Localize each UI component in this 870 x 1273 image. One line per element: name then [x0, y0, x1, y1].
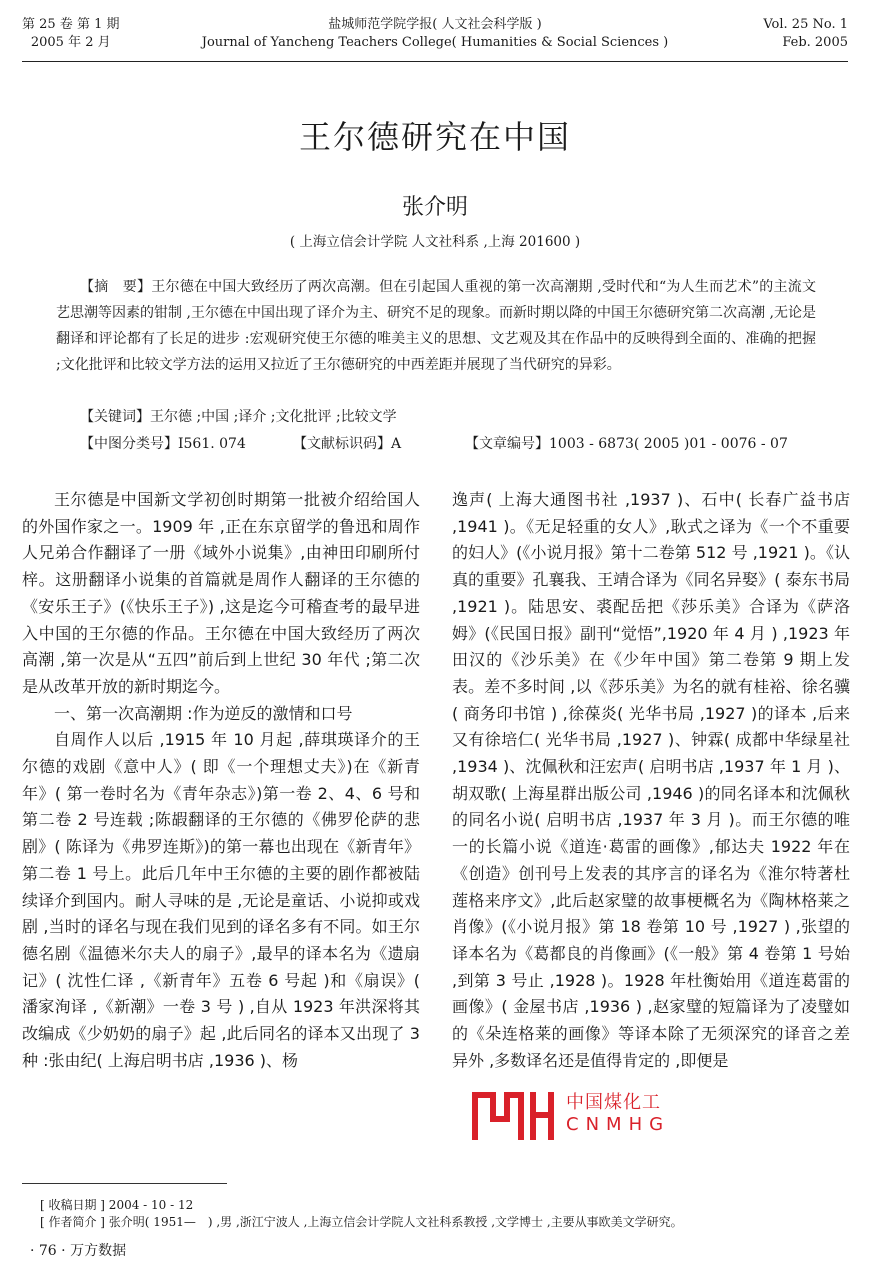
body-paragraph: 自周作人以后 ,1915 年 10 月起 ,薛琪瑛译介的王尔德的戏剧《意中人》( 即《一个理想丈夫》)在《新青年》( 第一卷时名为《青年杂志》)第一卷 2、4、6 号和第二卷 2 号连载 ;陈嘏翻译的王尔德的《佛罗伦萨的悲剧》( 陈译为《弗罗连斯》)的第一幕也出现在《新青年》第二卷 1 号上。此后几年中王尔德的主要的剧作都被陆续译介到国内。耐人寻味的是 ,无论是童话、小说抑或戏剧 ,当时的译名与现在我们见到的译名多有不同。如王尔德名剧《温德米尔夫人的扇子》,最早的译本名为《遗扇记》( 沈性仁译 ,《新青年》五卷 6 号起 )和《扇误》( 潘家洵译 ,《新潮》一卷 3 号 ) ,自从 1923 年洪深将其改编成《少奶奶的扇子》起 ,此后同名的译本又出现了 3 种 :张由纪( 上海启明书店 ,1936 )、杨 [22, 730, 420, 1070]
header-journal-block [200, 16, 670, 52]
header-volume-block [22, 16, 119, 52]
footnote-received: [ 收稿日期 ] 2004 - 10 - 12 [40, 1198, 194, 1212]
header-volume-en: Vol. 25 No. 1 [763, 17, 848, 32]
clc-number: 【中图分类号】I561. 074 [80, 436, 246, 452]
body-paragraph: 王尔德是中国新文学初创时期第一批被介绍给国人的外国作家之一。1909 年 ,正在东京留学的鲁迅和周作人兄弟合作翻译了一册《域外小说集》,由神田印刷所付梓。这册翻译小说集的首篇就是周作人翻译的王尔德的《安乐王子》(《快乐王子》) ,这是迄今可稽查考的最早进入中国的王尔德的作品。王尔德在中国大致经历了两次高潮 ,第一次是从“五四”前后到上世纪 30 年代 ;第二次是从改革开放的新时期迄今。 [22, 490, 420, 696]
header-date: 2005 年 2 月 [30, 35, 111, 50]
page-number: · 76 · [30, 1243, 66, 1259]
body-column-left [22, 487, 420, 1074]
document-code: 【文献标识码】A [293, 436, 402, 452]
body-paragraph-continued: 逸声( 上海大通图书社 ,1937 )、石中( 长春广益书店 ,1941 )。《无足轻重的女人》,耿式之译为《一个不重要的妇人》(《小说月报》第十二卷第 512 号 ,1921 )。《认真的重要》孔襄我、王靖合译为《同名异娶》( 泰东书局 ,1921 )。陆思安、裘配岳把《莎乐美》合译为《萨洛姆》(《民国日报》副刊“觉悟”,1920 年 4 月 ) ,1923 年田汉的《沙乐美》在《少年中国》第二卷第 9 期上发表。差不多时间 ,以《莎乐美》为名的就有桂裕、徐名骥( 商务印书馆 ) ,徐葆炎( 光华书局 ,1927 )的译本 ,后来又有徐培仁( 光华书局 ,1927 )、钟霖( 成都中华绿星社 ,1934 )、沈佩秋和汪宏声( 启明书店 ,1937 年 1 月 )、胡双歌( 上海星群出版公司 ,1946 )的同名译本和沈佩秋的同名小说( 启明书店 ,1937 年 3 月 )。而王尔德的唯一的长篇小说《道连·葛雷的画像》,郁达夫 1922 年在《创造》创刊号上发表的其序言的译名为《淮尔特著杜莲格来序文》,此后赵家璧的故事梗概名为《陶林格莱之肖像》(《小说月报》第 18 卷第 10 号 ,1927 ) ,张望的译本名为《葛都良的肖像画》(《一般》第 4 卷第 1 号始 ,到第 3 号止 ,1928 )。1928 年杜衡始用《道连葛雷的画像》( 金屋书店 ,1936 ) ,赵家璧的短篇译为了凌璧如的《朵连格莱的画像》等译本除了无须深究的译音之差异外 ,多数译名还是值得肯定的 ,即便是 [452, 490, 850, 1070]
author-affiliation: ( 上海立信会计学院 人文社科系 ,上海 201600 ) [289, 234, 581, 250]
journal-name-en: Journal of Yancheng Teachers College( Humanities & Social Sciences ) [201, 35, 669, 50]
abstract: 【摘 要】王尔德在中国大致经历了两次高潮。但在引起国人重视的第一次高潮期 ,受时代和“为人生而艺术”的主流文艺思潮等因素的钳制 ,王尔德在中国出现了译介为主、研究不足的现象。而新时期以降的中国王尔德研究第二次高潮 ,无论是翻译和评论都有了长足的进步 :宏观研究使王尔德的唯美主义的思想、文艺观及其在作品中的反映得到全面的、准确的把握 ;文化批评和比较文学方法的运用又拉近了王尔德研究的中西差距并展现了当代研究的异彩。 [56, 279, 816, 373]
running-header [0, 16, 870, 64]
header-volume-en-block [763, 16, 848, 52]
watermark-en-text: CNMHG [566, 1114, 671, 1135]
header-rule [22, 61, 848, 62]
source-watermark: 万方数据 [70, 1243, 127, 1259]
watermark-cn-text: 中国煤化工 [566, 1088, 661, 1114]
article-number: 【文章编号】1003 - 6873( 2005 )01 - 0076 - 07 [465, 436, 788, 452]
footnote-rule [22, 1183, 227, 1184]
header-date-en: Feb. 2005 [782, 35, 848, 50]
footnote-author-bio: [ 作者简介 ] 张介明( 1951— ) ,男 ,浙江宁波人 ,上海立信会计学院人文社科系教授 ,文学博士 ,主要从事欧美文学研究。 [40, 1215, 683, 1229]
header-volume: 第 25 卷 第 1 期 [22, 17, 120, 32]
body-column-right [452, 487, 850, 1074]
watermark-logo-icon [470, 1088, 558, 1144]
watermark [470, 1088, 860, 1148]
journal-name-cn: 盐城师范学院学报( 人文社会科学版 ) [328, 17, 542, 32]
article-title: 王尔德研究在中国 [298, 118, 571, 156]
section-heading: 一、第一次高潮期 :作为逆反的激情和口号 [54, 703, 353, 723]
article-author: 张介明 [401, 195, 468, 220]
page-number-line [30, 1240, 126, 1260]
keywords: 【关键词】王尔德 ;中国 ;译介 ;文化批评 ;比较文学 [80, 409, 397, 425]
